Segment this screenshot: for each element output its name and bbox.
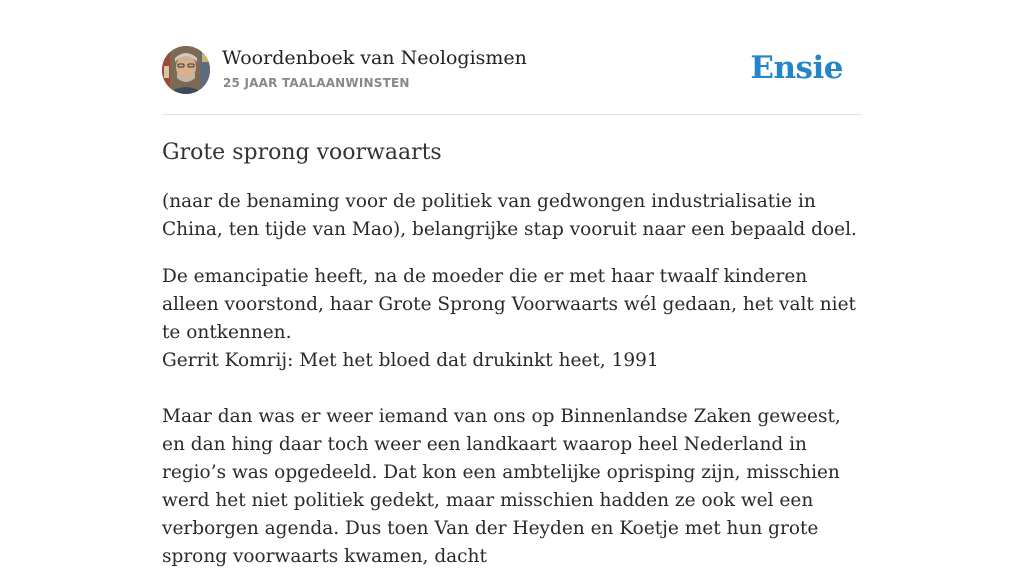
site-subtitle: 25 JAAR TAALAANWINSTEN [223,76,410,90]
quote-2: Maar dan was er weer iemand van ons op Binnenlandse Zaken geweest, en dan hing daar toch weer een landkaart waarop heel Nederland in regio’s was opgedeeld. Dat kon een ambtelijke oprisping zijn, misschien werd het niet politiek gedekt, maar misschien hadden ze ook wel een verborgen agenda. Dus toen Van der Heyden en Koetje met hun grote sprong voorwaarts kwamen, dacht [162,406,841,567]
entry-title: Grote sprong voorwaarts [162,140,442,165]
quote-1: De emancipatie heeft, na de moeder die er met haar twaalf kinderen alleen voorstond, haar Grote Sprong Voorwaarts wél gedaan, het valt niet te ontkennen. Gerrit Komrij: Met het bloed dat drukinkt heet, 1991 [162,266,856,371]
site-title[interactable]: Woordenboek van Neologismen [222,47,527,69]
brand-logo[interactable]: Ensie [750,50,843,86]
author-portrait-icon [162,46,210,94]
author-avatar[interactable] [162,46,210,94]
entry-definition: (naar de benaming voor de politiek van gedwongen industrialisatie in China, ten tijde van Mao), belangrijke stap vooruit naar een bepaald doel. [162,191,857,240]
entry-content [162,136,862,571]
site-header [162,46,862,115]
